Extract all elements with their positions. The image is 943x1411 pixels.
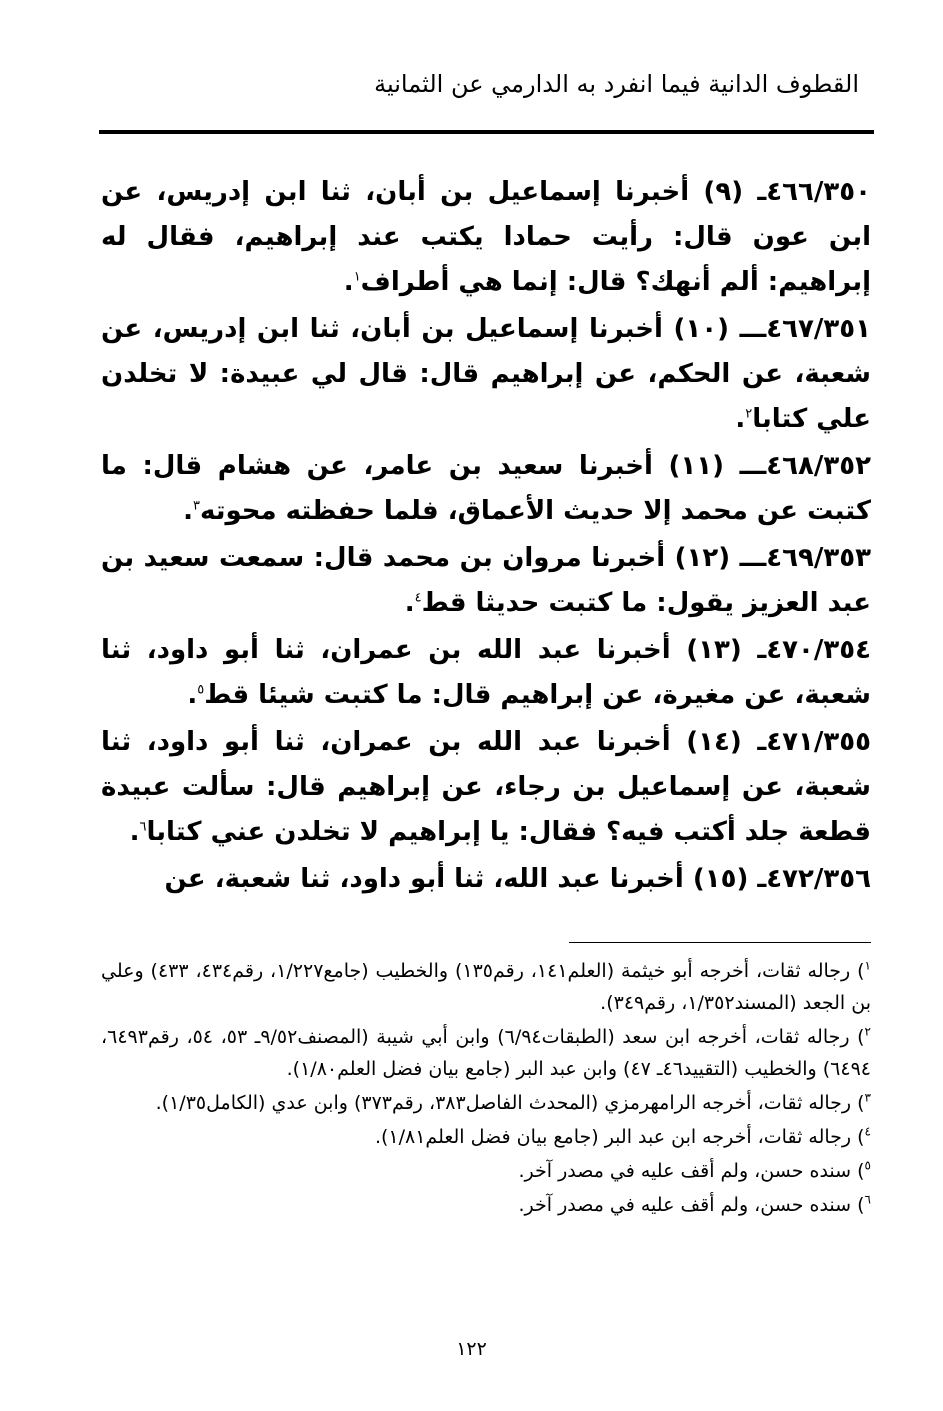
entry-end: . [735,404,746,434]
entry-end: . [343,267,354,297]
entry-number: ٤٦٧/٣٥١ـــ [739,314,871,344]
footnote [101,955,871,1019]
hadith-entry [101,170,871,305]
entry-end: . [129,817,140,847]
footnote-ref: ٥ [197,682,205,698]
footnote-ref: ٦ [139,819,147,835]
footnote-mark: ٣ [864,1090,871,1105]
running-head: القطوف الدانية فيما انفرد به الدارمي عن الثمانية [374,70,859,98]
footnote-mark: ٥ [864,1158,871,1173]
entry-text: (١٢) أخبرنا مروان بن محمد قال: سمعت سعيد بن عبد العزيز يقول: ما كتبت حديثا قط [101,543,871,618]
footnote-ref: ٢ [745,406,753,422]
footnote-ref: ٣ [192,498,200,514]
footnote [101,1189,871,1221]
entry-number: ٤٧٢/٣٥٦ـ [757,864,871,894]
footnote-ref: ٤ [414,590,422,606]
entry-text: (١٤) أخبرنا عبد الله بن عمران، ثنا أبو داود، ثنا شعبة، عن إسماعيل بن رجاء، عن إبراهيم قال: سألت عبيدة قطعة جلد أكتب فيه؟ فقال: يا إبراهيم لا تخلدن عني كتابا [101,727,871,847]
entry-text: (١٠) أخبرنا إسماعيل بن أبان، ثنا ابن إدريس، عن شعبة، عن الحكم، عن إبراهيم قال: قال لي عبيدة: لا تخلدن علي كتابا [101,314,871,434]
footnote [101,1087,871,1119]
entry-text: (٩) أخبرنا إسماعيل بن أبان، ثنا ابن إدريس، عن ابن عون قال: رأيت حمادا يكتب عند إبراهيم، فقال له إبراهيم: ألم أنهك؟ قال: إنما هي أطراف [101,177,871,297]
footnote-mark: ٢ [864,1024,871,1039]
footnote [101,1121,871,1153]
entry-number: ٤٧١/٣٥٥ـ [757,727,872,757]
footnote [101,1021,871,1085]
page-number: ١٢٢ [456,1338,487,1360]
entry-number: ٤٦٨/٣٥٢ـــ [739,451,871,481]
footnote-text: ) رجاله ثقات، أخرجه الرامهرمزي (المحدث الفاصل٣٨٣، رقم٣٧٣) وابن عدي (الكامل١/٣٥). [155,1092,865,1114]
footnote-text: ) سنده حسن، ولم أقف عليه في مصدر آخر. [518,1160,865,1182]
hadith-entry [101,307,871,442]
footnote-rule [569,942,871,943]
entry-text: (١٣) أخبرنا عبد الله بن عمران، ثنا أبو داود، ثنا شعبة، عن مغيرة، عن إبراهيم قال: ما كتبت شيئا قط [101,635,871,710]
footnote-mark: ٤ [864,1124,871,1139]
footnote-mark: ٦ [864,1192,871,1207]
entry-number: ٤٦٦/٣٥٠ـ [757,177,871,207]
footnotes [101,955,871,1223]
entry-number: ٤٧٠/٣٥٤ـ [757,635,872,665]
footnote-text: ) سنده حسن، ولم أقف عليه في مصدر آخر. [518,1194,865,1216]
footnote-text: ) رجاله ثقات، أخرجه ابن سعد (الطبقات٦/٩٤) وابن أبي شيبة (المصنف٩/٥٢ـ ٥٣، ٥٤، رقم٦٤٩٣، ٦٤٩٤) والخطيب (التقييد٤٦ـ ٤٧) وابن عبد البر (جامع بيان فضل العلم١/٨٠). [101,1026,871,1080]
hadith-entry [101,720,871,855]
hadith-entry [101,628,871,718]
header-rule [99,130,874,134]
hadith-entry [101,536,871,626]
entry-end: . [187,680,198,710]
entry-end: . [183,496,193,526]
footnote-mark: ١ [864,958,871,973]
entry-text: (١٥) أخبرنا عبد الله، ثنا أبو داود، ثنا شعبة، عن [164,864,758,894]
footnote-ref: ١ [353,269,361,285]
hadith-entry [101,444,871,534]
footnote-text: ) رجاله ثقات، أخرجه أبو خيثمة (العلم١٤١، رقم١٣٥) والخطيب (جامع١/٢٢٧، رقم٤٣٤، ٤٣٣) وعلي بن الجعد (المسند١/٣٥٢، رقم٣٤٩). [101,960,871,1014]
main-text [101,170,871,904]
footnote [101,1155,871,1187]
entry-end: . [404,588,415,618]
entry-text: (١١) أخبرنا سعيد بن عامر، عن هشام قال: ما كتبت عن محمد إلا حديث الأعماق، فلما حفظته محوته [101,451,871,526]
footnote-text: ) رجاله ثقات، أخرجه ابن عبد البر (جامع بيان فضل العلم١/٨١). [374,1126,865,1148]
hadith-entry [101,857,871,902]
entry-number: ٤٦٩/٣٥٣ـــ [739,543,871,573]
